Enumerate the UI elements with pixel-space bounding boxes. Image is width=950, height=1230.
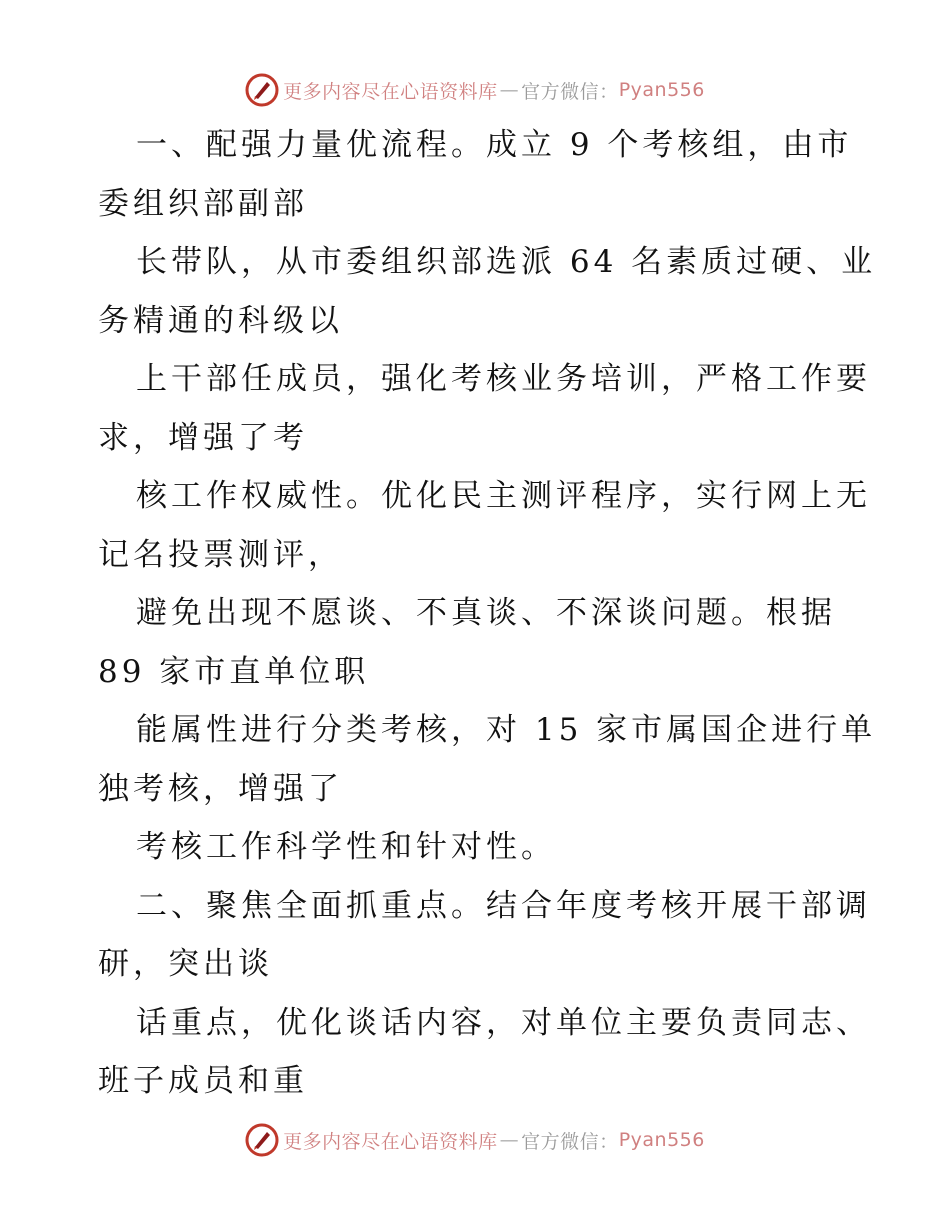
body-line: 记名投票测评， — [98, 536, 343, 573]
footer-promo-text: 更多内容尽在心语资料库 — [283, 1130, 498, 1153]
footer-wechat-label: 官方微信： — [521, 1130, 619, 1153]
header-dash: — — [499, 79, 520, 101]
body-line: 能属性进行分类考核，对 15 家市属国企进行单 — [136, 712, 877, 748]
header-banner — [0, 70, 950, 110]
document-body — [98, 116, 877, 1111]
body-line: 务精通的科级以 — [98, 302, 343, 339]
body-line: 求，增强了考 — [98, 419, 308, 456]
body-line: 长带队，从市委组织部选派 64 名素质过硬、业 — [136, 244, 877, 280]
body-line: 避免出现不愿谈、不真谈、不深谈问题。根据 — [136, 595, 836, 631]
footer-banner — [0, 1120, 950, 1160]
header-promo-text: 更多内容尽在心语资料库 — [283, 80, 498, 103]
body-line: 一、配强力量优流程。成立 9 个考核组，由市 — [136, 127, 853, 163]
brand-logo-icon — [245, 73, 279, 107]
body-line: 班子成员和重 — [98, 1063, 308, 1099]
body-line: 上干部任成员，强化考核业务培训，严格工作要 — [136, 361, 871, 397]
body-line: 考核工作科学性和针对性。 — [136, 829, 556, 865]
body-line: 二、聚焦全面抓重点。结合年度考核开展干部调 — [136, 887, 871, 924]
body-line: 核工作权威性。优化民主测评程序，实行网上无 — [136, 478, 871, 514]
body-line: 独考核，增强了 — [98, 770, 343, 807]
body-line: 委组织部副部 — [98, 185, 308, 222]
body-line: 话重点，优化谈话内容，对单位主要负责同志、 — [136, 1004, 871, 1041]
footer-dash: — — [499, 1129, 520, 1151]
brand-logo-icon — [245, 1123, 279, 1157]
body-line: 89 家市直单位职 — [98, 653, 370, 690]
header-wechat-id: Pyan556 — [618, 79, 705, 101]
footer-wechat-id: Pyan556 — [618, 1129, 705, 1151]
body-line: 研，突出谈 — [98, 946, 273, 982]
header-wechat-label: 官方微信： — [521, 80, 619, 103]
